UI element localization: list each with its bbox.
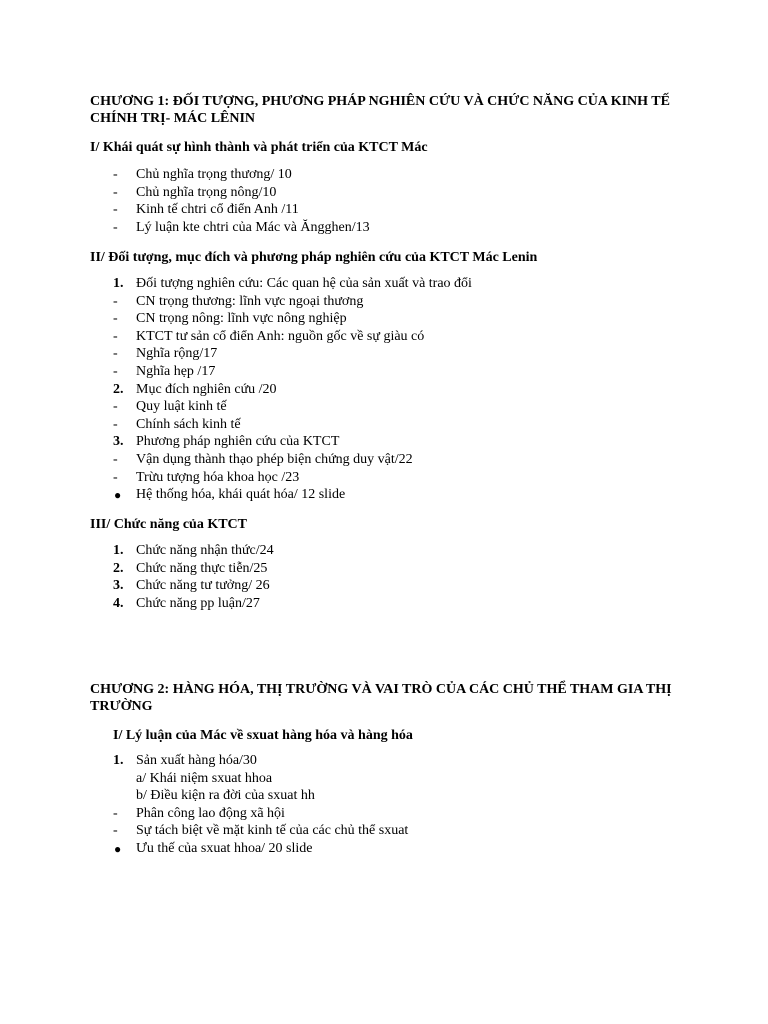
list-item-text: b/ Điều kiện ra đời của sxuat hh: [136, 788, 315, 804]
list-item-text: Chức năng thực tiễn/25: [136, 560, 268, 576]
list-marker: 3.: [113, 578, 124, 594]
list-marker: 3.: [113, 434, 124, 450]
list-marker: -: [113, 364, 118, 379]
list-item-text: Chính sách kinh tế: [136, 416, 241, 432]
list-item-text: Đối tượng nghiên cứu: Các quan hệ của sản xuất và trao đổi: [136, 276, 472, 291]
list-item-text: Chủ nghĩa trọng nông/10: [136, 184, 277, 200]
list-item-text: Ưu thế của sxuat hhoa/ 20 slide: [136, 841, 313, 856]
chapter2-title-line1: CHƯƠNG 2: HÀNG HÓA, THỊ TRƯỜNG VÀ VAI TRÒ CỦA CÁC CHỦ THỂ THAM GIA THỊ: [90, 682, 672, 697]
list-marker: -: [113, 416, 118, 432]
chapter1-title-line2: CHÍNH TRỊ- MÁC LÊNIN: [90, 111, 256, 126]
list-item-text: Phương pháp nghiên cứu của KTCT: [136, 434, 340, 450]
bullet-icon: ●: [114, 842, 122, 856]
list-item-text: Chức năng nhận thức/24: [136, 543, 274, 558]
section-heading-1-2: II/ Đối tượng, mục đích và phương pháp nghiên cứu của KTCT Mác Lenin: [90, 250, 538, 265]
list-marker: 2.: [113, 560, 124, 576]
list-marker: -: [113, 167, 118, 182]
list-item-text: Sự tách biệt về mặt kinh tế của các chủ thể sxuat: [136, 823, 409, 839]
list-item-text: Trừu tượng hóa khoa học /23: [136, 469, 300, 485]
list-marker: -: [113, 293, 118, 309]
section-heading-2-1: I/ Lý luận của Mác về sxuat hàng hóa và hàng hóa: [113, 728, 413, 743]
list-marker: -: [113, 399, 118, 415]
list-item-text: CN trọng thương: lĩnh vực ngoại thương: [136, 293, 364, 309]
chapter2-title: [90, 681, 672, 715]
list-item-text: Nghĩa rộng/17: [136, 346, 218, 362]
list-item-text: a/ Khái niệm sxuat hhoa: [136, 770, 273, 786]
list-item-text: Hệ thống hóa, khái quát hóa/ 12 slide: [136, 487, 346, 503]
chapter1-title-line1: CHƯƠNG 1: ĐỐI TƯỢNG, PHƯƠNG PHÁP NGHIÊN CỨU VÀ CHỨC NĂNG CỦA KINH TẾ: [90, 94, 670, 109]
list-marker: -: [113, 452, 118, 467]
list-item-text: Chức năng pp luận/27: [136, 596, 260, 612]
list-item-text: Vận dụng thành thạo phép biện chứng duy vật/22: [136, 452, 413, 467]
list-marker: -: [113, 823, 118, 839]
list-marker: -: [113, 469, 118, 485]
list-item-text: Quy luật kinh tế: [136, 399, 227, 415]
section-heading-1-1: I/ Khái quát sự hình thành và phát triển của KTCT Mác: [90, 140, 428, 155]
list-item-text: Mục đích nghiên cứu /20: [136, 381, 277, 397]
list-marker: 1.: [113, 753, 124, 768]
list-item-text: Kinh tế chtri cổ điển Anh /11: [136, 202, 299, 218]
list-item-text: Sản xuất hàng hóa/30: [136, 753, 257, 768]
chapter2-title-line2: TRƯỜNG: [90, 699, 153, 714]
list-marker: -: [113, 346, 118, 362]
list-marker: -: [113, 184, 118, 200]
list-marker: -: [113, 805, 118, 821]
list-item-text: KTCT tư sản cổ điển Anh: nguồn gốc về sự giàu có: [136, 328, 425, 344]
list-item-text: CN trọng nông: lĩnh vực nông nghiệp: [136, 311, 347, 327]
list-marker: -: [113, 202, 118, 218]
list-marker: 1.: [113, 543, 124, 558]
list-item-text: Phân công lao động xã hội: [136, 805, 285, 821]
list-marker: 1.: [113, 276, 124, 291]
section-heading-1-3: III/ Chức năng của KTCT: [90, 517, 247, 532]
list-marker: 2.: [113, 381, 124, 397]
list-marker: -: [113, 328, 118, 344]
chapter1-title: [90, 93, 670, 127]
list-marker: -: [113, 220, 118, 236]
list-item-text: Nghĩa hẹp /17: [136, 364, 216, 379]
list-item-text: Lý luận kte chtri của Mác và Ăngghen/13: [136, 220, 370, 236]
list-item-text: Chức năng tư tưởng/ 26: [136, 578, 270, 594]
list-marker: 4.: [113, 596, 124, 612]
list-marker: -: [113, 311, 118, 327]
list-item-text: Chủ nghĩa trọng thương/ 10: [136, 167, 292, 182]
bullet-icon: ●: [114, 488, 122, 503]
